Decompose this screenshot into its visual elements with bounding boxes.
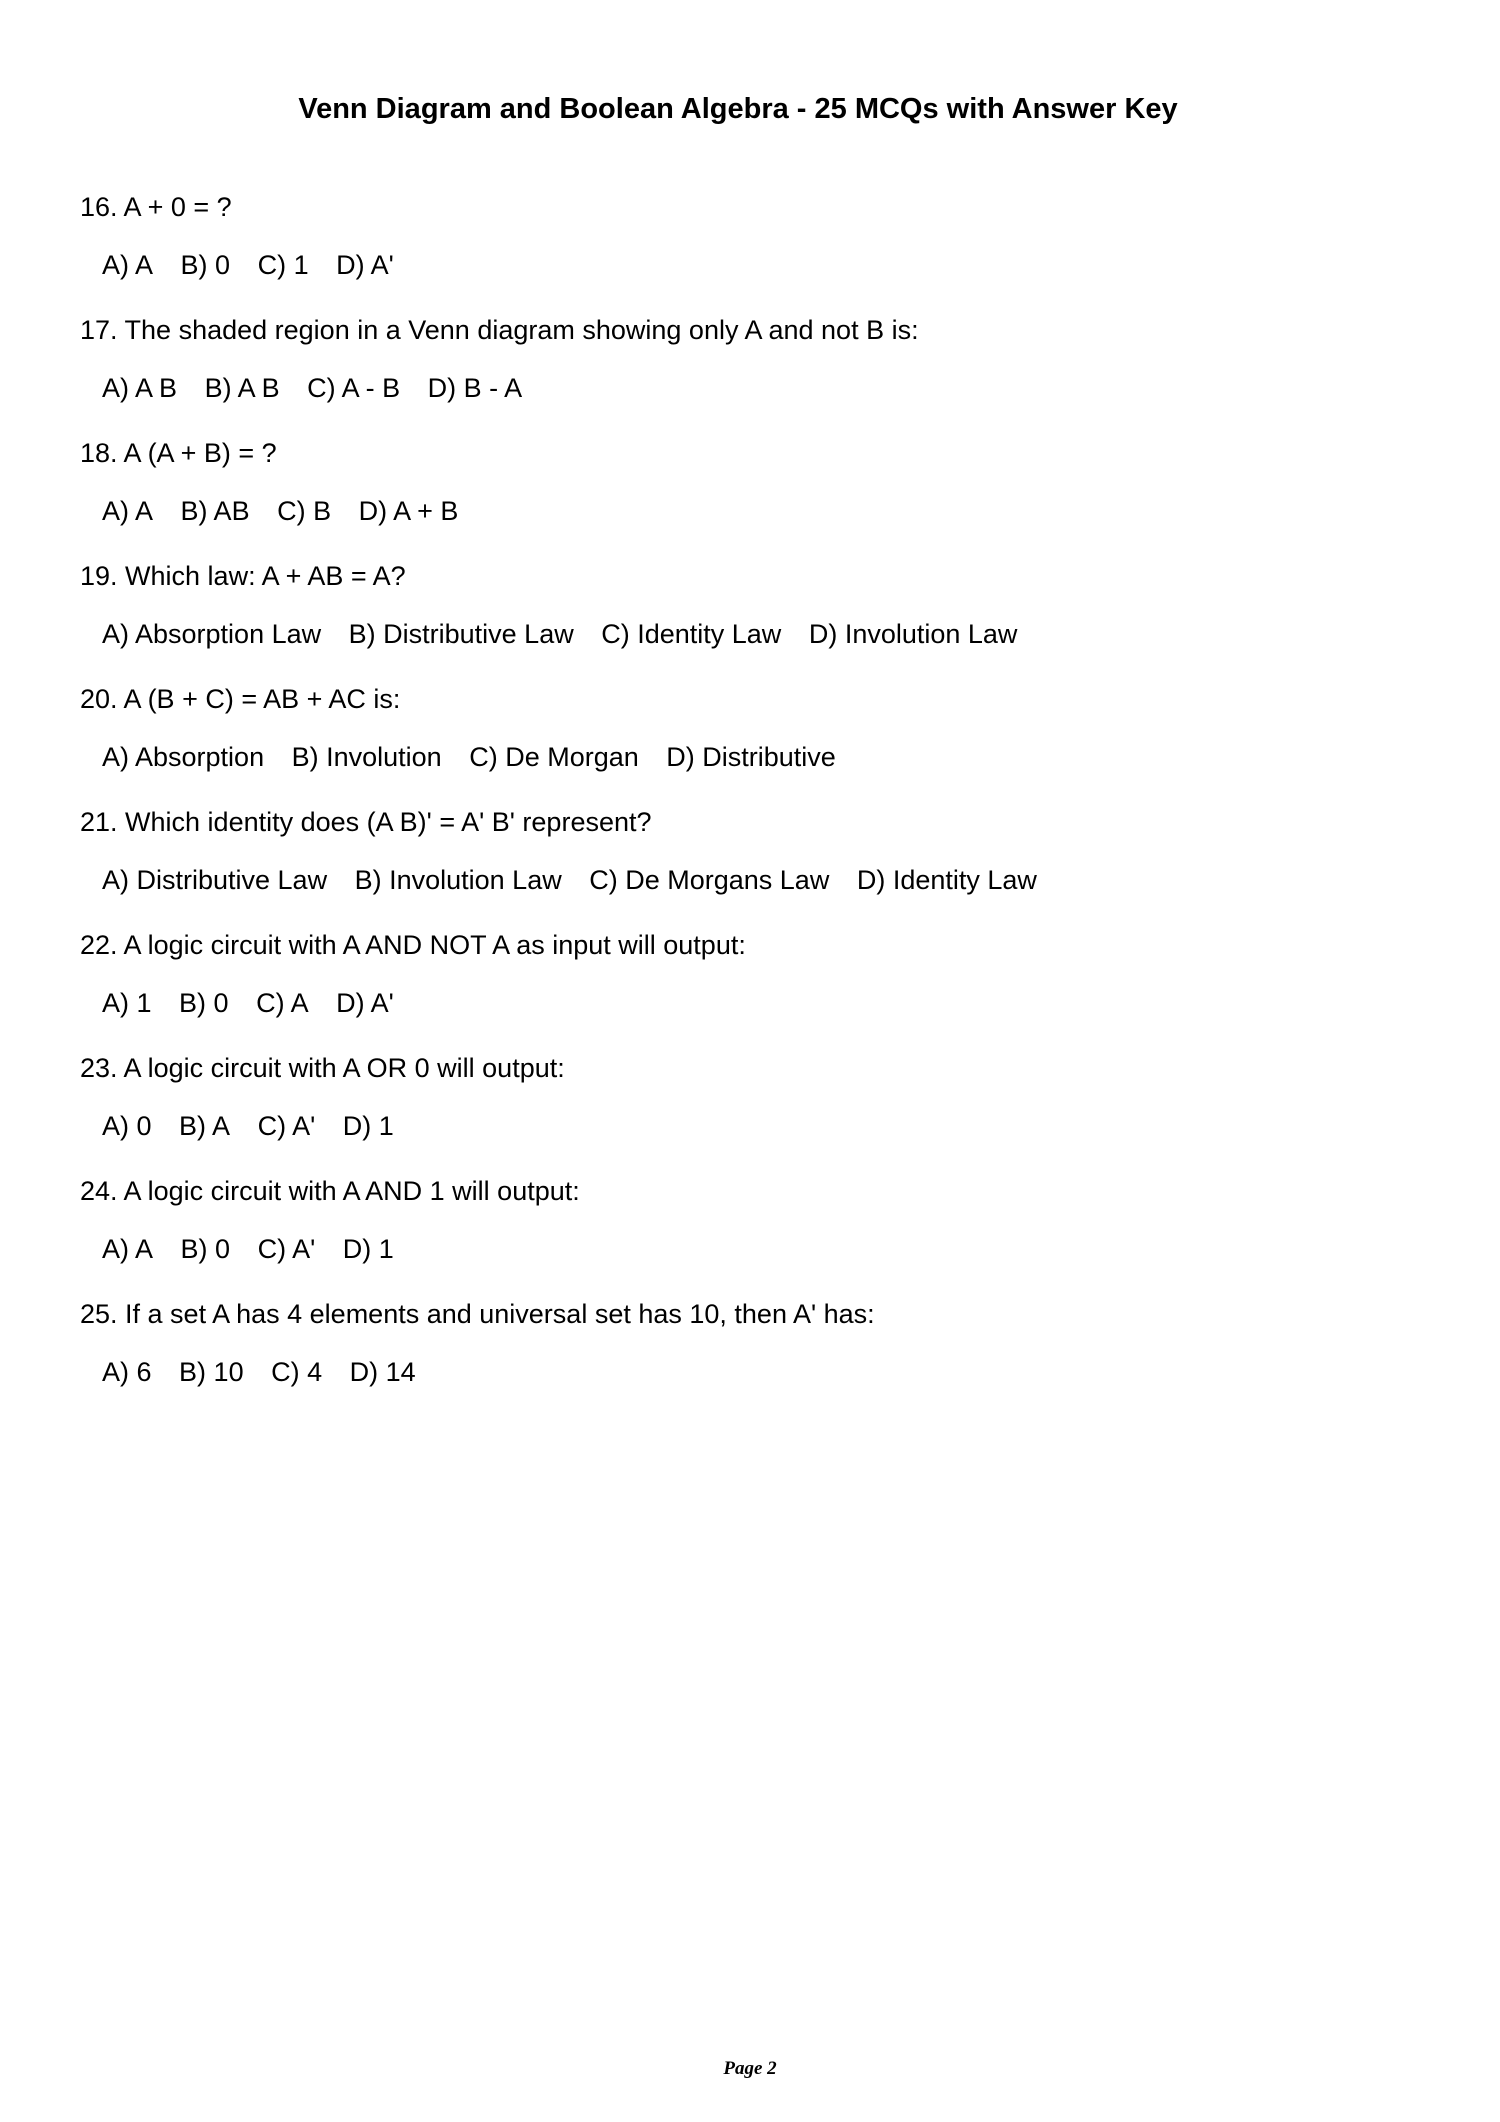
question-16 xyxy=(80,190,1420,313)
question-24 xyxy=(80,1174,1420,1297)
question-text: 22. A logic circuit with A AND NOT A as input will output: xyxy=(80,930,746,960)
question-options xyxy=(102,1232,394,1266)
question-18 xyxy=(80,436,1420,559)
option-b: B) AB xyxy=(180,496,250,526)
question-text: 19. Which law: A + AB = A? xyxy=(80,561,406,591)
question-options xyxy=(102,371,522,405)
option-d: D) B - A xyxy=(427,373,523,403)
option-d: D) A' xyxy=(336,988,394,1018)
option-c: C) A xyxy=(256,988,309,1018)
question-options xyxy=(102,863,1037,897)
option-d: D) A + B xyxy=(358,496,459,526)
option-a: A) A xyxy=(102,1234,154,1264)
option-c: C) A - B xyxy=(307,373,401,403)
question-21 xyxy=(80,805,1420,928)
option-c: C) Identity Law xyxy=(601,619,782,649)
option-d: D) Involution Law xyxy=(808,619,1018,649)
option-b: B) Involution xyxy=(291,742,442,772)
question-options xyxy=(102,617,1017,651)
question-text: 21. Which identity does (A B)' = A' B' represent? xyxy=(80,807,652,837)
question-options xyxy=(102,986,394,1020)
option-b: B) 0 xyxy=(179,988,229,1018)
question-text: 24. A logic circuit with A AND 1 will output: xyxy=(80,1176,580,1206)
option-c: C) A' xyxy=(257,1234,316,1264)
question-19 xyxy=(80,559,1420,682)
option-b: B) Involution Law xyxy=(354,865,562,895)
option-d: D) 1 xyxy=(342,1234,394,1264)
page-number: Page 2 xyxy=(723,2058,777,2079)
question-25 xyxy=(80,1297,1420,1420)
option-b: B) 0 xyxy=(180,1234,231,1264)
option-d: D) Identity Law xyxy=(856,865,1037,895)
option-a: A) 1 xyxy=(102,988,152,1018)
option-d: D) 1 xyxy=(342,1111,394,1141)
option-a: A) A xyxy=(102,250,154,280)
question-text: 25. If a set A has 4 elements and universal set has 10, then A' has: xyxy=(80,1299,875,1329)
option-b: B) 10 xyxy=(179,1357,244,1387)
option-d: D) Distributive xyxy=(666,742,836,772)
option-d: D) A' xyxy=(336,250,394,280)
page-title: Venn Diagram and Boolean Algebra - 25 MCQs with Answer Key xyxy=(298,93,1178,125)
option-b: B) 0 xyxy=(180,250,231,280)
question-text: 23. A logic circuit with A OR 0 will output: xyxy=(80,1053,565,1083)
question-17 xyxy=(80,313,1420,436)
question-text: 17. The shaded region in a Venn diagram showing only A and not B is: xyxy=(80,315,919,345)
option-c: C) De Morgans Law xyxy=(589,865,830,895)
option-b: B) Distributive Law xyxy=(348,619,574,649)
question-options xyxy=(102,1355,416,1389)
option-a: A) A xyxy=(102,496,154,526)
question-options xyxy=(102,248,394,282)
question-23 xyxy=(80,1051,1420,1174)
question-text: 16. A + 0 = ? xyxy=(80,192,232,222)
question-text: 18. A (A + B) = ? xyxy=(80,438,277,468)
question-list xyxy=(80,190,1420,1420)
option-c: C) De Morgan xyxy=(469,742,639,772)
option-c: C) A' xyxy=(257,1111,316,1141)
question-options xyxy=(102,494,458,528)
option-a: A) Distributive Law xyxy=(102,865,328,895)
option-c: C) B xyxy=(277,496,332,526)
question-22 xyxy=(80,928,1420,1051)
question-options xyxy=(102,740,836,774)
question-options xyxy=(102,1109,394,1143)
option-a: A) 6 xyxy=(102,1357,152,1387)
option-a: A) Absorption xyxy=(102,742,265,772)
option-a: A) 0 xyxy=(102,1111,152,1141)
option-b: B) A B xyxy=(204,373,280,403)
option-a: A) Absorption Law xyxy=(102,619,322,649)
option-b: B) A xyxy=(179,1111,231,1141)
option-c: C) 1 xyxy=(257,250,309,280)
question-20 xyxy=(80,682,1420,805)
option-a: A) A B xyxy=(102,373,178,403)
question-text: 20. A (B + C) = AB + AC is: xyxy=(80,684,401,714)
option-d: D) 14 xyxy=(349,1357,416,1387)
option-c: C) 4 xyxy=(271,1357,323,1387)
